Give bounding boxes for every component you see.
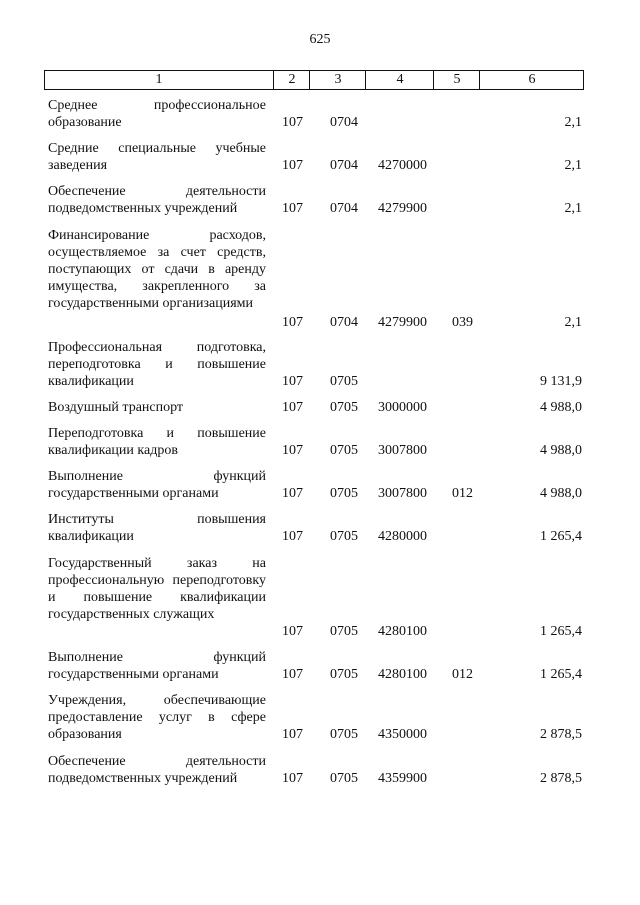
row-name: Профессиональная подготовка, переподготовка и повышение квалификации: [48, 340, 266, 389]
row-col-3: 0705: [330, 486, 358, 501]
row-name: Среднее профессиональное образование: [48, 98, 266, 130]
header-col-3: 3: [309, 71, 366, 89]
row-col-2: 107: [282, 115, 303, 130]
table-row: [0, 183, 640, 217]
row-col-4: 3007800: [378, 443, 427, 458]
row-col-4: 4280000: [378, 529, 427, 544]
table-row: [0, 468, 640, 502]
row-col-2: 107: [282, 374, 303, 389]
header-col-4: 4: [365, 71, 434, 89]
row-col-6: 2,1: [564, 315, 582, 330]
row-col-6: 4 988,0: [540, 443, 582, 458]
row-col-2: 107: [282, 667, 303, 682]
row-col-2: 107: [282, 158, 303, 173]
row-col-6: 9 131,9: [540, 374, 582, 389]
row-col-6: 4 988,0: [540, 400, 582, 415]
row-col-3: 0705: [330, 771, 358, 786]
header-col-5: 5: [433, 71, 480, 89]
row-col-2: 107: [282, 315, 303, 330]
row-name: Обеспечение деятельности подведомственных учреждений: [48, 184, 266, 216]
row-name: Переподготовка и повышение квалификации кадров: [48, 426, 266, 458]
row-col-6: 4 988,0: [540, 486, 582, 501]
table-row: [0, 649, 640, 683]
row-col-4: 4279900: [378, 201, 427, 216]
row-col-3: 0704: [330, 158, 358, 173]
table-row: [0, 140, 640, 174]
row-col-2: 107: [282, 529, 303, 544]
table-row: [0, 511, 640, 545]
row-col-3: 0705: [330, 529, 358, 544]
row-col-5: 039: [452, 315, 473, 330]
row-name: Воздушный транспорт: [48, 400, 184, 415]
row-col-4: 3007800: [378, 486, 427, 501]
table-row: [0, 692, 640, 743]
row-col-2: 107: [282, 624, 303, 639]
table-row: [0, 399, 640, 416]
row-col-2: 107: [282, 201, 303, 216]
row-col-6: 2,1: [564, 158, 582, 173]
table-row: [0, 97, 640, 131]
row-col-4: 4270000: [378, 158, 427, 173]
row-col-3: 0705: [330, 624, 358, 639]
row-col-2: 107: [282, 400, 303, 415]
row-col-3: 0704: [330, 201, 358, 216]
row-col-3: 0705: [330, 667, 358, 682]
header-col-6: 6: [479, 71, 584, 89]
row-col-4: 3000000: [378, 400, 427, 415]
row-col-6: 1 265,4: [540, 529, 582, 544]
table-row: [0, 425, 640, 459]
row-col-4: 4359900: [378, 771, 427, 786]
row-col-2: 107: [282, 486, 303, 501]
row-name: Учреждения, обеспечивающие предоставление услуг в сфере образования: [48, 693, 266, 742]
table-row: [0, 339, 640, 390]
table-row: [0, 753, 640, 787]
row-name: Выполнение функций государственными органами: [48, 650, 266, 682]
row-col-3: 0705: [330, 400, 358, 415]
row-name: Средние специальные учебные заведения: [48, 141, 266, 173]
row-col-3: 0705: [330, 374, 358, 389]
row-col-5: 012: [452, 486, 473, 501]
row-col-2: 107: [282, 443, 303, 458]
header-col-2: 2: [273, 71, 310, 89]
row-name: Обеспечение деятельности подведомственных учреждений: [48, 754, 266, 786]
row-col-6: 1 265,4: [540, 667, 582, 682]
table-row: [0, 555, 640, 640]
row-col-5: 012: [452, 667, 473, 682]
row-col-6: 1 265,4: [540, 624, 582, 639]
row-col-3: 0704: [330, 115, 358, 130]
row-col-3: 0704: [330, 315, 358, 330]
row-col-2: 107: [282, 727, 303, 742]
row-name: Институты повышения квалификации: [48, 512, 266, 544]
page-number: 625: [309, 32, 331, 47]
table-row: [0, 227, 640, 331]
table-header: [44, 70, 584, 90]
row-col-3: 0705: [330, 727, 358, 742]
row-col-4: 4280100: [378, 667, 427, 682]
row-col-6: 2,1: [564, 201, 582, 216]
row-col-4: 4279900: [378, 315, 427, 330]
row-name: Выполнение функций государственными органами: [48, 469, 266, 501]
row-name: Финансирование расходов, осуществляемое за счет средств, поступающих от сдачи в аренду имущества, закрепленного за государственными организациями: [48, 228, 266, 311]
row-col-6: 2,1: [564, 115, 582, 130]
row-col-6: 2 878,5: [540, 771, 582, 786]
row-col-6: 2 878,5: [540, 727, 582, 742]
row-col-2: 107: [282, 771, 303, 786]
row-col-3: 0705: [330, 443, 358, 458]
row-name: Государственный заказ на профессиональную переподготовку и повышение квалификации государственных служащих: [48, 556, 266, 622]
header-col-1: 1: [155, 72, 163, 87]
row-col-4: 4350000: [378, 727, 427, 742]
row-col-4: 4280100: [378, 624, 427, 639]
